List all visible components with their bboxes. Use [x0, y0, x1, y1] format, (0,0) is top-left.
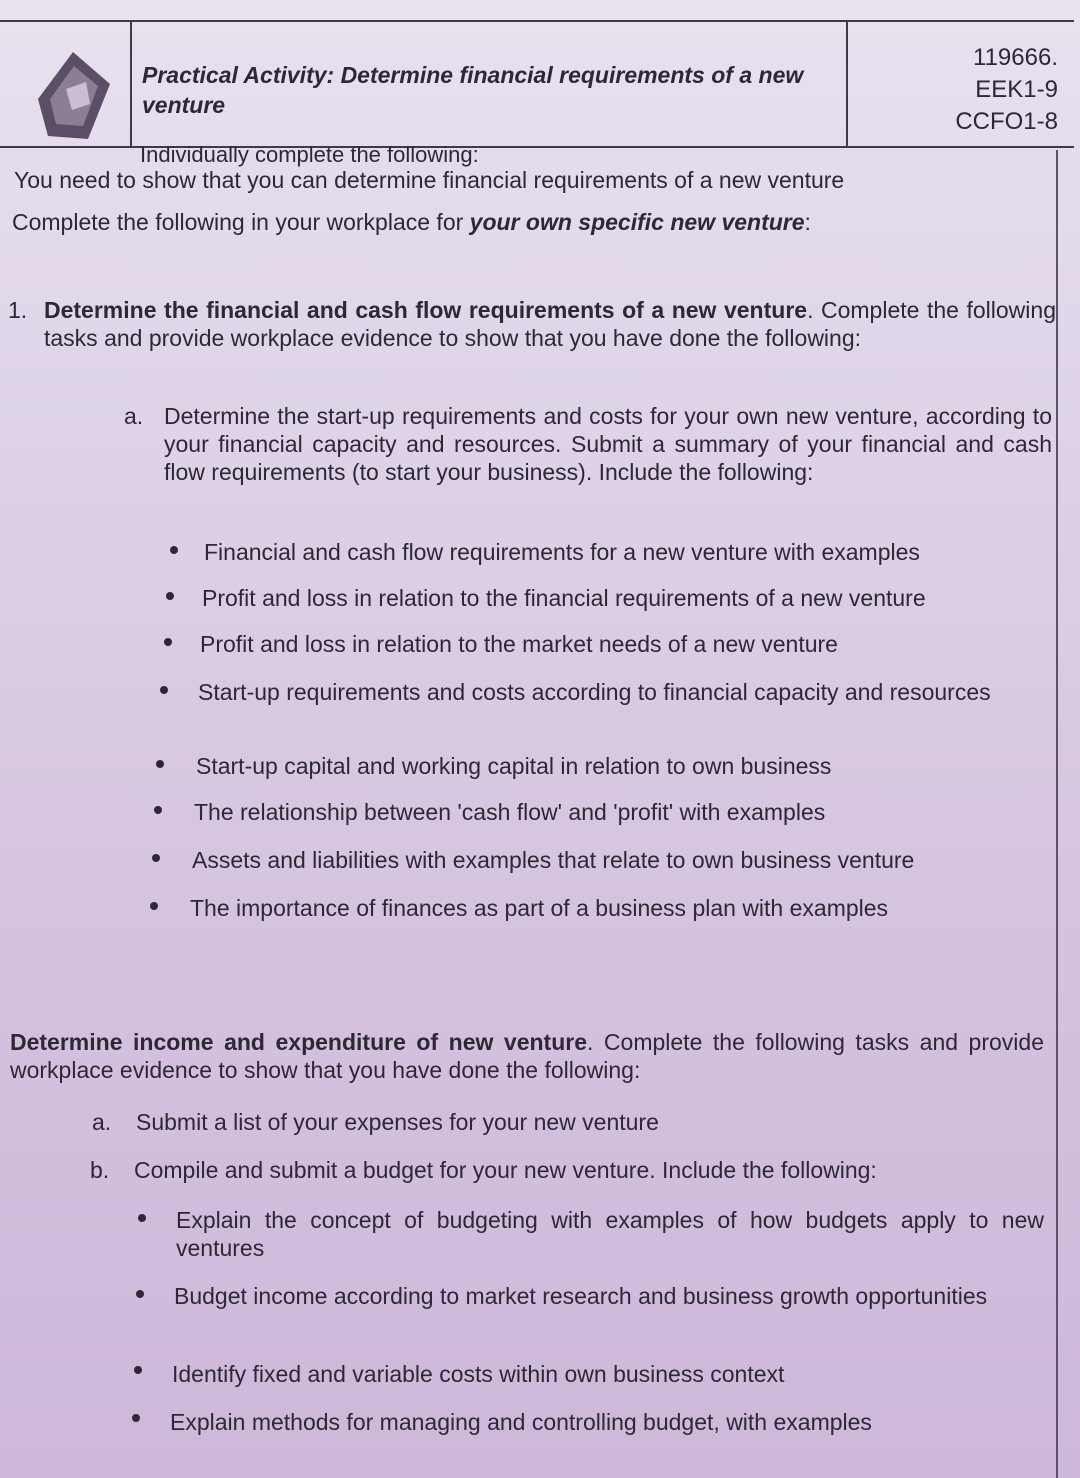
logo-icon — [28, 44, 118, 144]
list-item: Profit and loss in relation to the financial requirements of a new venture — [202, 585, 926, 611]
page-border — [1056, 150, 1058, 1478]
section-heading: Determine income and expenditure of new venture. Complete the following tasks and provide workplace evidence to show that you have done the following: — [10, 1029, 1044, 1083]
bullet-icon — [156, 760, 164, 768]
item-text: Submit a list of your expenses for your new venture — [136, 1109, 659, 1135]
emphasis-text: your own specific new venture — [469, 209, 805, 235]
header-divider — [846, 22, 848, 146]
bullet-icon — [134, 1366, 142, 1374]
header-table — [0, 20, 1074, 167]
list-item: Explain the concept of budgeting with examples of how budgets apply to new ventures — [176, 1207, 1044, 1261]
section-number: 1. — [8, 297, 28, 323]
list-item: The importance of finances as part of a business plan with examples — [190, 895, 889, 921]
bullet-icon — [138, 1214, 146, 1222]
list-item: Start-up requirements and costs according to financial capacity and resources — [198, 679, 991, 705]
bullet-icon — [136, 1290, 144, 1298]
header-instruction: Individually complete the following: — [140, 142, 479, 167]
intro-line: You need to show that you can determine financial requirements of a new venture — [14, 167, 845, 193]
item-text: Compile and submit a budget for your new venture. Include the following: — [134, 1157, 877, 1183]
page-title: Practical Activity: Determine financial requirements of a new venture — [142, 62, 804, 118]
list-item: Assets and liabilities with examples that relate to own business venture — [192, 847, 915, 873]
item-letter: a. — [92, 1109, 112, 1135]
unit-code: CCFO1-8 — [955, 108, 1058, 135]
list-item: Explain methods for managing and controlling budget, with examples — [170, 1409, 872, 1435]
list-item: Identify fixed and variable costs within own business context — [172, 1361, 785, 1387]
intro-instruction: Complete the following in your workplace for your own specific new venture: — [12, 209, 811, 235]
section-heading: Determine the financial and cash flow requirements of a new venture. Complete the following tasks and provide workplace evidence to show that you have done the following: — [44, 297, 1056, 351]
bullet-icon — [132, 1414, 140, 1422]
bullet-icon — [164, 638, 172, 646]
unit-code: EEK1-9 — [975, 76, 1058, 103]
list-item: The relationship between 'cash flow' and 'profit' with examples — [194, 799, 826, 825]
bullet-icon — [166, 592, 174, 600]
bullet-icon — [152, 854, 160, 862]
list-item: Financial and cash flow requirements for a new venture with examples — [204, 539, 920, 565]
bullet-icon — [154, 806, 162, 814]
bullet-icon — [150, 902, 158, 910]
list-item: Profit and loss in relation to the market needs of a new venture — [200, 631, 838, 657]
bullet-icon — [170, 546, 178, 554]
bullet-icon — [160, 686, 168, 694]
list-item: Start-up capital and working capital in relation to own business — [196, 753, 832, 779]
list-item: Budget income according to market research and business growth opportunities — [174, 1283, 988, 1309]
unit-code: 119666. — [973, 44, 1058, 71]
header-divider — [130, 22, 132, 146]
item-letter: b. — [90, 1157, 110, 1183]
item-letter: a. — [124, 403, 144, 429]
item-text: Determine the start-up requirements and costs for your own new venture, according to your financial capacity and resources. Submit a summary of your financial and cash flow requirements (to start your business). Include the following: — [164, 403, 1052, 485]
unit-codes — [955, 42, 1058, 138]
